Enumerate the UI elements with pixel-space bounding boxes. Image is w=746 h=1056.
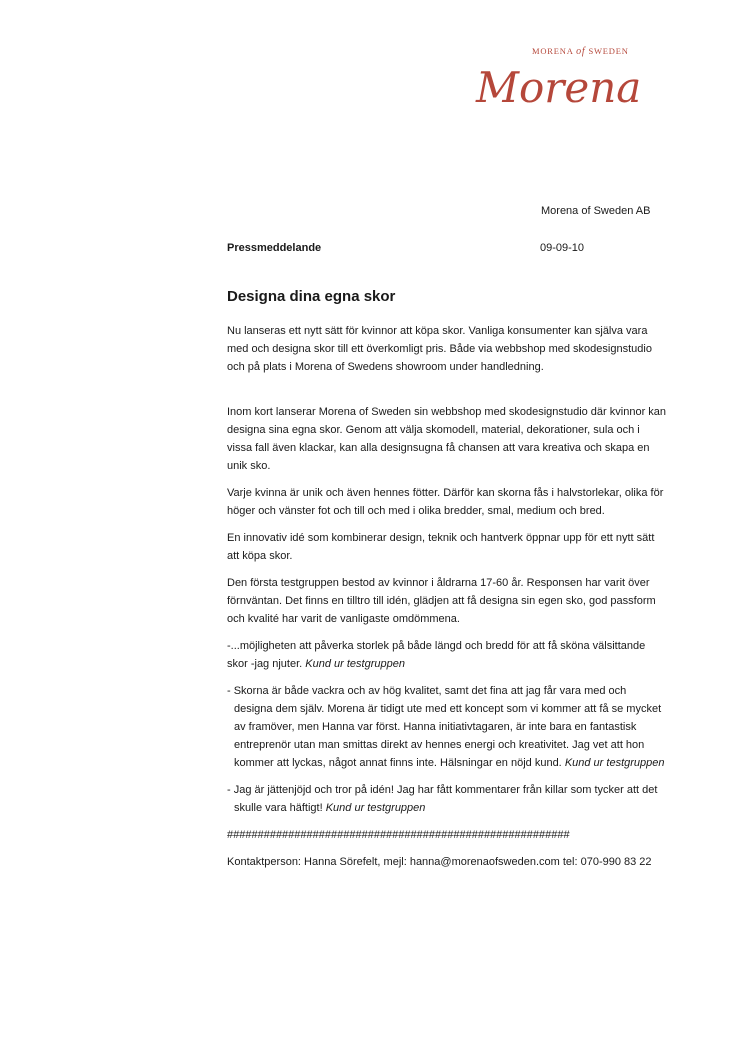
document-type: Pressmeddelande [227, 242, 322, 254]
document-date: 09-09-10 [540, 242, 585, 254]
quote-attribution: Kund ur testgruppen [325, 802, 426, 814]
company-name: Morena of Sweden AB [541, 205, 651, 217]
separator-line: ######################################################## [227, 829, 570, 841]
logo-wordmark-text: Morena [476, 63, 642, 112]
logo-tagline: MORENA of SWEDEN [532, 46, 629, 57]
press-release-body [227, 322, 667, 880]
customer-quote: -...möjligheten att påverka storlek på både längd och bredd för att få sköna välsittande skor -jag njuter. Kund ur testgruppen [227, 640, 646, 670]
quote-attribution: Kund ur testgruppen [305, 658, 405, 670]
morena-logo [470, 44, 690, 124]
paragraph: Varje kvinna är unik och även hennes fötter. Därför kan skorna fås i halvstorlekar, olika för höger och vänster fot och till och med i olika bredder, smal, medium och bred. [227, 487, 664, 517]
page-title: Designa dina egna skor [227, 288, 396, 305]
lead-paragraph: Nu lanseras ett nytt sätt för kvinnor att köpa skor. Vanliga konsumenter kan själva vara med och designa skor till ett överkomligt pris. Både via webbshop med skodesignstudio och på plats i Morena of Swedens showroom under handledning. [227, 325, 652, 373]
paragraph: En innovativ idé som kombinerar design, teknik och hantverk öppnar upp för ett nytt sätt att köpa skor. [227, 532, 655, 562]
customer-quote: - Jag är jättenjöjd och tror på idén! Jag har fått kommentarer från killar som tycker att det skulle vara häftigt! Kund ur testgruppen [227, 784, 658, 814]
quote-attribution: Kund ur testgruppen [564, 757, 665, 769]
customer-quote: - Skorna är både vackra och av hög kvalitet, samt det fina att jag får vara med och designa dem själv. Morena är tidigt ute med ett koncept som vi kommer att få se mycket av framöver, men Hanna var först. Hanna initiativtagaren, är inte bara en fantastisk entreprenör utan man smittas direkt av hennes energi och kreativitet. Jag vet att hon kommer att lyckas, något annat finns inte. Hälsningar en nöjd kund. Kund ur testgruppen [227, 685, 665, 769]
logo-wordmark [470, 58, 690, 122]
paragraph: Den första testgruppen bestod av kvinnor i åldrarna 17-60 år. Responsen har varit över förnväntan. Det finns en tilltro till idén, glädjen att få designa sin egen sko, god passform och kvalité har varit de vanligaste omdömmena. [227, 577, 656, 625]
contact-info: Kontaktperson: Hanna Sörefelt, mejl: hanna@morenaofsweden.com tel: 070-990 83 22 [227, 856, 652, 868]
paragraph: Inom kort lanserar Morena of Sweden sin webbshop med skodesignstudio där kvinnor kan designa sina egna skor. Genom att välja skomodell, material, dekorationer, sula och i vissa fall även klackar, kan alla designsugna få chansen att vara kreativa och skapa en unik sko. [227, 406, 667, 472]
